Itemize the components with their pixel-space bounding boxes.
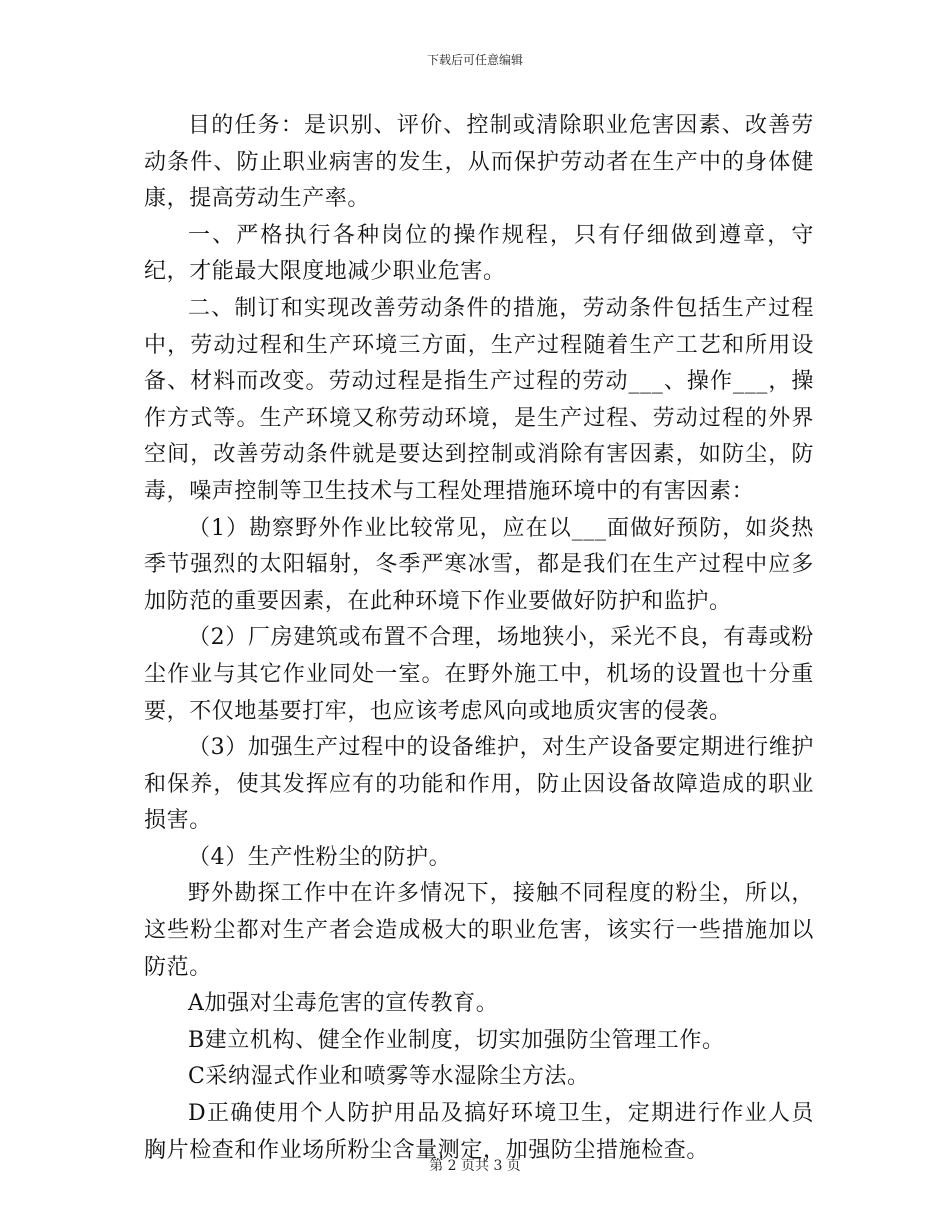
paragraph-measure-d: D正确使用个人防护用品及搞好环境卫生，定期进行作业人员胸片检查和作业场所粉尘含量测定，加强防尘措施检查。 bbox=[144, 1101, 814, 1163]
paragraph-purpose: 目的任务：是识别、评价、控制或清除职业危害因素、改善劳动条件、防止职业病害的发生，从而保护劳动者在生产中的身体健康，提高劳动生产率。 bbox=[144, 113, 814, 212]
paragraph-item-1: （1）勘察野外作业比较常见，应在以___面做好预防，如炎热季节强烈的太阳辐射，冬季严寒冰雪，都是我们在生产过程中应多加防范的重要因素，在此种环境下作业要做好防护和监护。 bbox=[144, 515, 814, 614]
paragraph-item-4: （4）生产性粉尘的防护。 bbox=[188, 844, 452, 870]
paragraph-dust-intro: 野外勘探工作中在许多情况下，接触不同程度的粉尘，所以，这些粉尘都对生产者会造成极大的职业危害，该实行一些措施加以防范。 bbox=[144, 881, 814, 980]
paragraph-measure-c: C采纳湿式作业和喷雾等水湿除尘方法。 bbox=[188, 1064, 590, 1090]
document-body bbox=[144, 108, 814, 1169]
paragraph-measure-b: B建立机构、健全作业制度，切实加强防尘管理工作。 bbox=[188, 1027, 725, 1053]
page-header: 下载后可任意编辑 bbox=[426, 53, 523, 67]
paragraph-measure-a: A加强对尘毒危害的宣传教育。 bbox=[188, 991, 499, 1017]
paragraph-item-2: （2）厂房建筑或布置不合理，场地狭小，采光不良，有毒或粉尘作业与其它作业同处一室。在野外施工中，机场的设置也十分重要，不仅地基要打牢，也应该考虑风向或地质灾害的侵袭。 bbox=[144, 625, 814, 724]
paragraph-item-3: （3）加强生产过程中的设备维护，对生产设备要定期进行维护和保养，使其发挥应有的功能和作用，防止因设备故障造成的职业损害。 bbox=[144, 735, 814, 834]
paragraph-section-1: 一、严格执行各种岗位的操作规程，只有仔细做到遵章，守纪，才能最大限度地减少职业危害。 bbox=[144, 222, 814, 285]
paragraph-section-2: 二、制订和实现改善劳动条件的措施，劳动条件包括生产过程中，劳动过程和生产环境三方面，生产过程随着生产工艺和所用设备、材料而改变。劳动过程是指生产过程的劳动___、操作___，操作方式等。生产环境又称劳动环境，是生产过程、劳动过程的外界空间，改善劳动条件就是要达到控制或消除有害因素，如防尘，防毒，噪声控制等卫生技术与工程处理措施环境中的有害因素： bbox=[144, 295, 814, 504]
page-number: 第 2 页共 3 页 bbox=[429, 1158, 521, 1174]
